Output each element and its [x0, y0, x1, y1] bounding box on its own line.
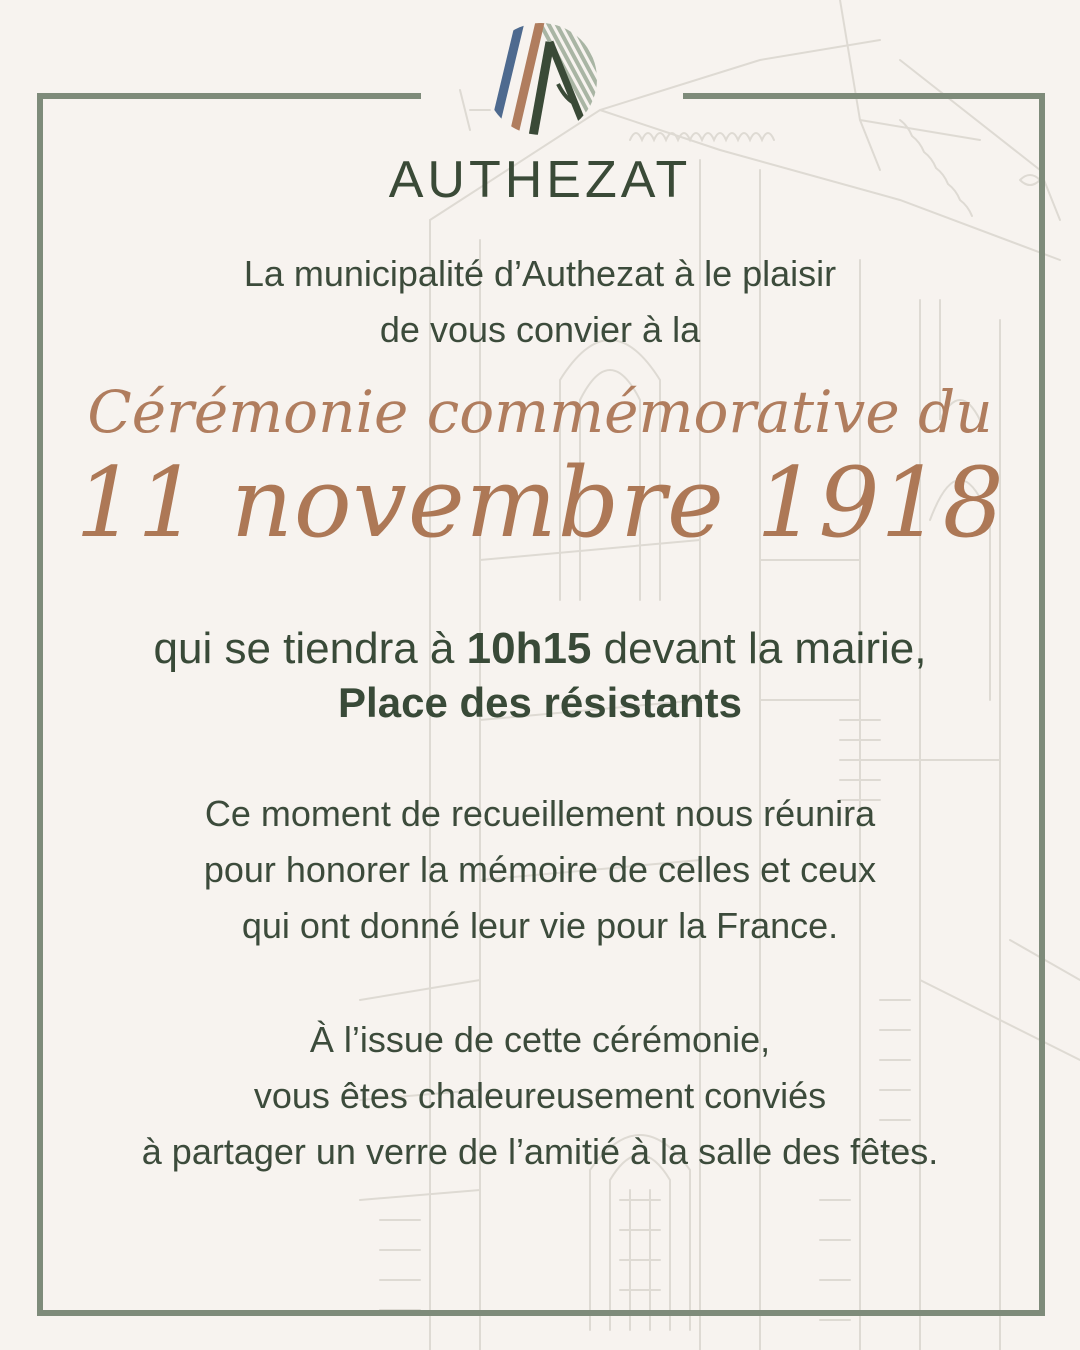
authezat-logo-icon — [484, 22, 598, 136]
event-suffix: devant la mairie, — [591, 624, 927, 673]
event-time-line — [0, 622, 1080, 676]
event-time: 10h15 — [466, 624, 592, 673]
paragraph2-line-2: vous êtes chaleureusement conviés — [253, 1075, 827, 1116]
paragraph-reception — [0, 1012, 1080, 1180]
paragraph1-line-1: Ce moment de recueillement nous réunira — [204, 793, 876, 834]
paragraph-remembrance — [0, 786, 1080, 954]
paragraph1-line-3: qui ont donné leur vie pour la France. — [241, 905, 839, 946]
paragraph2-line-3: à partager un verre de l’amitié à la salle des fêtes. — [141, 1131, 939, 1172]
intro-line-1: La municipalité d’Authezat à le plaisir — [243, 253, 837, 294]
intro-line-2: de vous convier à la — [379, 309, 701, 350]
intro-text — [0, 246, 1080, 358]
event-place: Place des résistants — [338, 679, 742, 726]
paragraph1-line-2: pour honorer la mémoire de celles et ceux — [203, 849, 877, 890]
paragraph2-line-1: À l’issue de cette cérémonie, — [309, 1019, 771, 1060]
brand-name: AUTHEZAT — [388, 151, 692, 209]
event-prefix: qui se tiendra à — [153, 624, 467, 673]
ceremony-date: 11 novembre 1918 — [75, 447, 1005, 559]
ceremony-title: Cérémonie commémorative du — [87, 378, 993, 446]
